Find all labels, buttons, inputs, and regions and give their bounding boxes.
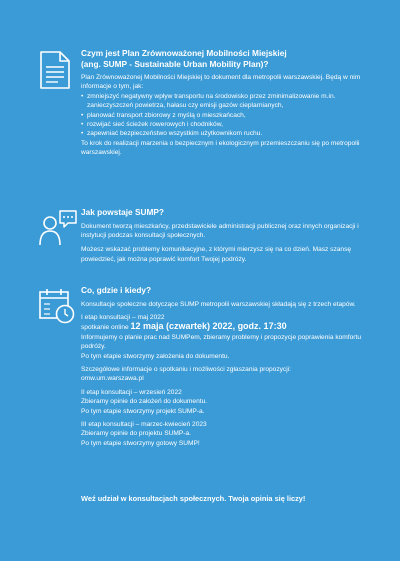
list-item: • zapewniać bezpieczeństwo wszystkim użytkownikom ruchu. bbox=[81, 129, 366, 138]
section1-bullet-list bbox=[81, 92, 366, 139]
section1-title-line1: Czym jest Plan Zrównoważonej Mobilności Miejskiej bbox=[81, 48, 287, 58]
stage1-description-2: Po tym etapie stworzymy założenia do dokumentu. bbox=[81, 352, 230, 360]
stage2-description-2: Po tym etapie stworzymy projekt SUMP-a. bbox=[81, 407, 205, 415]
stage1-date: 12 maja (czwartek) 2022, godz. 17:30 bbox=[130, 321, 287, 332]
list-item: • zmniejszyć negatywny wpływ transportu na środowisko przez zminimalizowanie m.in. zanieczyszczeń powietrza, hałasu czy emisji gazów cieplarnianych, bbox=[81, 92, 366, 111]
stage2-label: II etap konsultacji – wrzesień 2022 bbox=[81, 388, 182, 396]
details-url-link[interactable]: omw.um.warszawa.pl bbox=[81, 375, 144, 383]
document-icon bbox=[38, 50, 72, 90]
stage3-label: III etap konsultacji – marzec-kwiecień 2023 bbox=[81, 420, 207, 428]
section2-title: Jak powstaje SUMP? bbox=[81, 207, 164, 217]
stage3-description-1: Zbieramy opinie do projektu SUMP-a. bbox=[81, 430, 191, 438]
calendar-clock-icon bbox=[38, 287, 76, 325]
section1-intro: Plan Zrównoważonej Mobilności Miejskiej to dokument dla metropolii warszawskiej. Będą w nim informacje o tym, jak: bbox=[81, 74, 361, 91]
section1-title-line2: (ang. SUMP - Sustainable Urban Mobility Plan)? bbox=[81, 58, 269, 69]
stage2-description-1: Zbieramy opinie do założeń do dokumentu. bbox=[81, 398, 208, 406]
stage3-description-2: Po tym etapie stworzymy gotowy SUMP! bbox=[81, 439, 200, 447]
person-speech-icon bbox=[38, 209, 78, 249]
stage1-online-meeting bbox=[81, 322, 366, 332]
section2-paragraph-1: Dokument tworzą mieszkańcy, przedstawiciele administracji publicznej oraz innych organizacji i instytucji podczas konsultacji społecznych. bbox=[81, 222, 359, 239]
stage1-description-1: Informujemy o planie prac nad SUMPem, zbieramy problemy i propozycje poprawienia komfortu podróży. bbox=[81, 333, 361, 351]
details-label: Szczegółowe informacje o spotkaniu i możliwości zgłaszania propozycji: bbox=[81, 365, 291, 373]
section1-outro: To krok do realizacji marzenia o bezpiecznym i ekologicznym przemieszczaniu się po metropolii warszawskiej. bbox=[81, 139, 360, 157]
stage1-online-prefix: spotkanie online bbox=[81, 324, 131, 332]
call-to-action: Weź udział w konsultacjach społecznych. Twoja opinia się liczy! bbox=[81, 494, 306, 503]
stage1-label: I etap konsultacji – maj 2022 bbox=[81, 313, 165, 321]
section3-intro: Konsultacje społeczne dotyczące SUMP metropolii warszawskiej składają się z trzech etapów. bbox=[81, 300, 356, 308]
list-item: • planować transport zbiorowy z myślą o mieszkańcach, bbox=[81, 111, 366, 120]
section2-paragraph-2: Możesz wskazać problemy komunikacyjne, z którymi mierzysz się na co dzień. Masz szansę powiedzieć, jak można poprawić komfort Twojej podróży. bbox=[81, 246, 352, 263]
section3-title: Co, gdzie i kiedy? bbox=[81, 285, 152, 295]
section1-title bbox=[81, 48, 366, 69]
list-item: • rozwijać sieć ścieżek rowerowych i chodników, bbox=[81, 120, 366, 129]
